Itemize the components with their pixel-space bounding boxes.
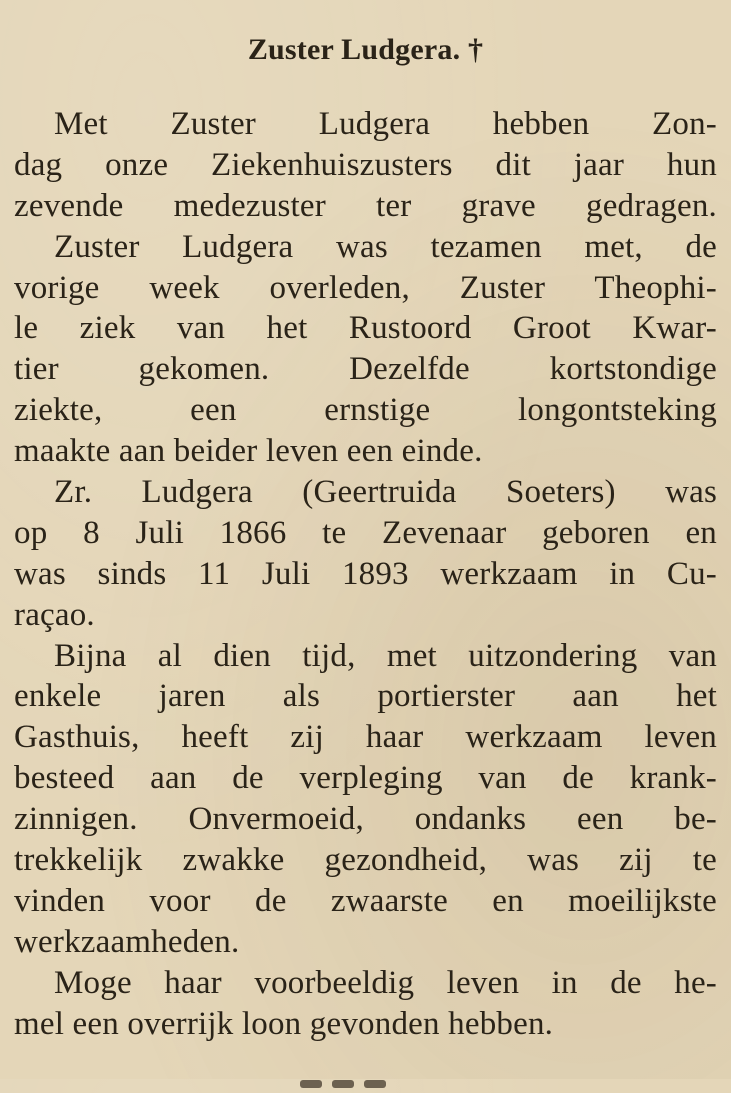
text-line: vorige week overleden, Zuster Theophi- xyxy=(14,269,717,306)
text-line: dag onze Ziekenhuiszusters dit jaar hun xyxy=(14,146,717,183)
text-line: maakte aan beider leven een einde. xyxy=(14,433,483,470)
text-line: op 8 Juli 1866 te Zevenaar geboren en xyxy=(14,514,717,551)
paragraph xyxy=(14,963,717,1045)
cut-off-signature-fragment xyxy=(300,1075,440,1093)
text-line: Met Zuster Ludgera hebben Zon- xyxy=(54,106,717,142)
text-line: zevende medezuster ter grave gedragen. xyxy=(14,187,717,224)
text-line: Moge haar voorbeeldig leven in de he- xyxy=(54,964,717,1001)
article-body xyxy=(14,104,717,1044)
ink-fragment xyxy=(300,1080,322,1088)
text-line: Gasthuis, heeft zij haar werkzaam leven xyxy=(14,719,717,756)
text-line: trekkelijk zwakke gezondheid, was zij te xyxy=(14,842,717,879)
ink-fragment xyxy=(332,1080,354,1088)
text-line: was sinds 11 Juli 1893 werkzaam in Cu- xyxy=(14,555,717,592)
text-line: mel een overrijk loon gevonden hebben. xyxy=(14,1005,554,1042)
text-line: vinden voor de zwaarste en moeilijkste xyxy=(14,882,717,919)
paragraph xyxy=(14,472,717,636)
paragraph xyxy=(14,104,717,227)
paragraph xyxy=(14,636,717,963)
text-line: zinnigen. Onvermoeid, ondanks een be- xyxy=(14,801,717,838)
article-headline: Zuster Ludgera. † xyxy=(247,33,484,66)
text-line: werkzaamheden. xyxy=(14,923,240,960)
text-line: raçao. xyxy=(14,596,95,633)
text-line: le ziek van het Rustoord Groot Kwar- xyxy=(14,310,717,347)
text-line: ziekte, een ernstige longontsteking xyxy=(14,392,717,429)
text-line: Zr. Ludgera (Geertruida Soeters) was xyxy=(54,474,717,511)
text-line: besteed aan de verpleging van de krank- xyxy=(14,760,717,797)
text-line: enkele jaren als portierster aan het xyxy=(14,678,717,715)
ink-fragment xyxy=(364,1080,386,1088)
paragraph xyxy=(14,227,717,472)
text-line: Bijna al dien tijd, met uitzondering van xyxy=(54,637,717,674)
text-line: tier gekomen. Dezelfde kortstondige xyxy=(14,351,717,388)
text-line: Zuster Ludgera was tezamen met, de xyxy=(54,228,717,265)
